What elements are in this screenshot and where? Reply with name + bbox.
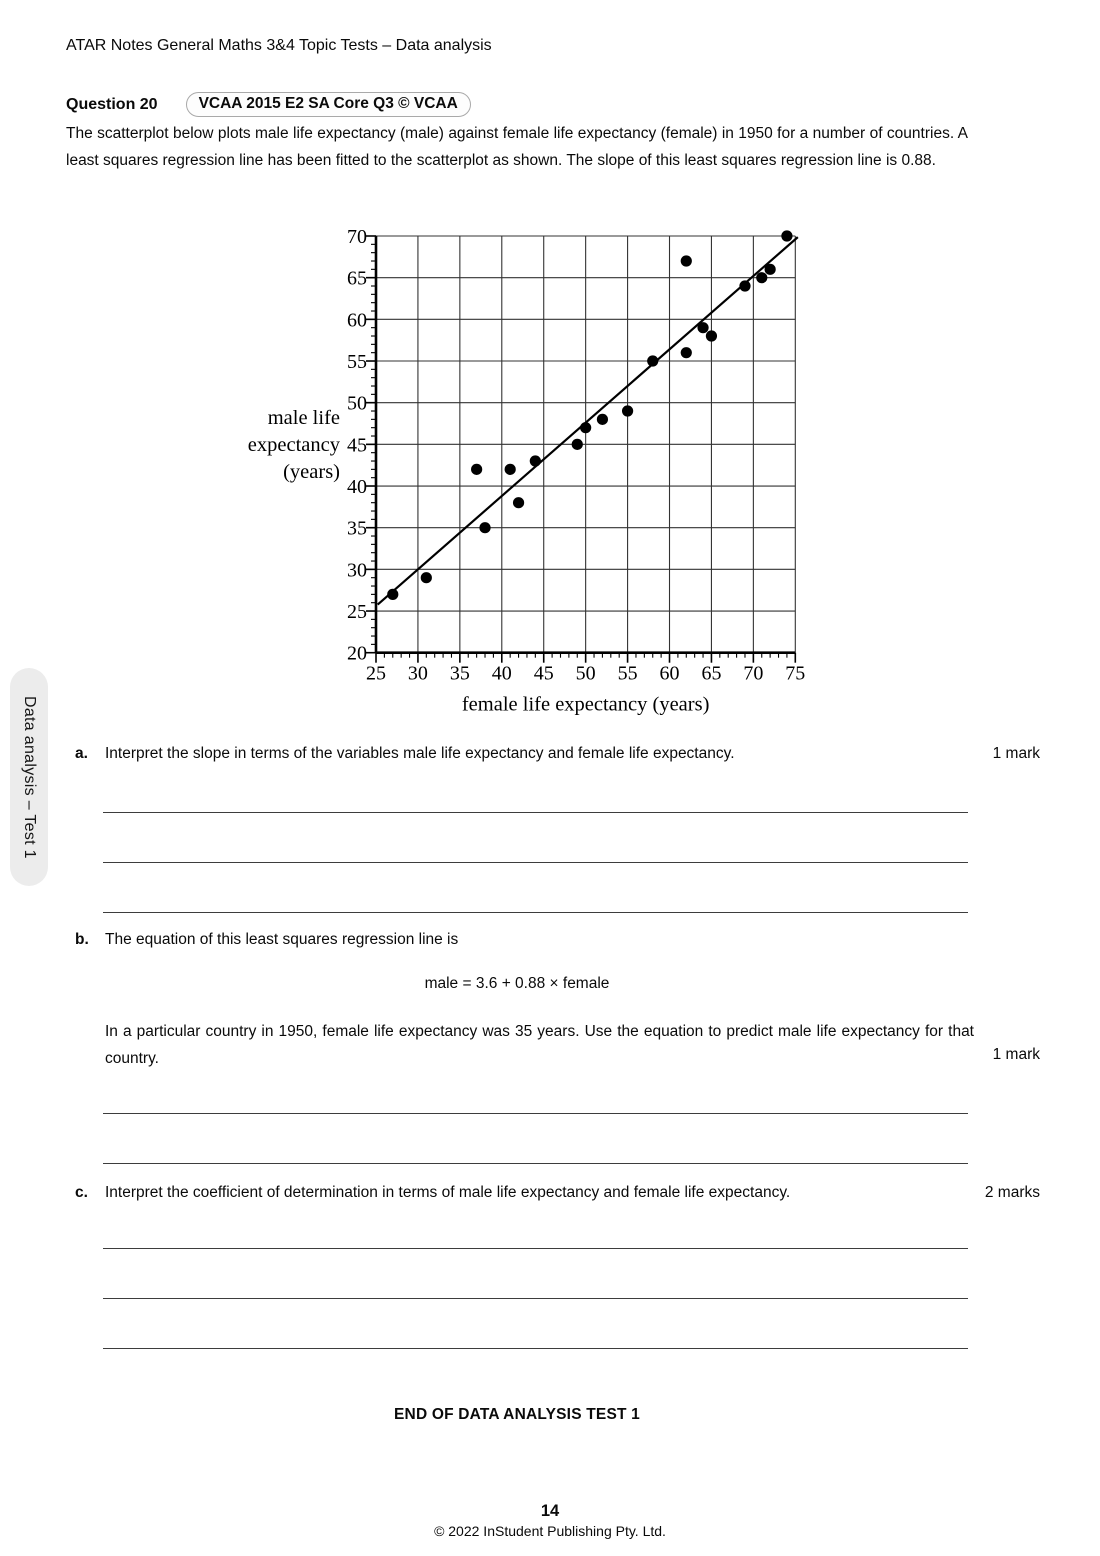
axis-titles bbox=[248, 407, 710, 716]
x-axis-title: female life expectancy (years) bbox=[461, 693, 710, 716]
question-heading bbox=[66, 92, 471, 117]
svg-text:45: 45 bbox=[347, 434, 367, 457]
svg-text:50: 50 bbox=[347, 392, 367, 415]
part-c-label: c. bbox=[75, 1184, 88, 1201]
svg-text:45: 45 bbox=[533, 662, 554, 685]
svg-text:55: 55 bbox=[617, 662, 638, 685]
part-b-text2: In a particular country in 1950, female life expectancy was 35 years. Use the equation to predict male life expectancy for that country. bbox=[105, 1023, 974, 1067]
svg-text:70: 70 bbox=[743, 662, 764, 685]
end-of-test-text: END OF DATA ANALYSIS TEST 1 bbox=[394, 1406, 640, 1423]
section-tab-label: Data analysis – Test 1 bbox=[21, 695, 38, 859]
svg-text:30: 30 bbox=[407, 662, 428, 685]
svg-text:30: 30 bbox=[347, 559, 367, 582]
regression-equation: male = 3.6 + 0.88 × female bbox=[424, 975, 610, 992]
regression-line bbox=[378, 237, 798, 604]
svg-text:60: 60 bbox=[659, 662, 680, 685]
document-header: ATAR Notes General Maths 3&4 Topic Tests – Data analysis bbox=[66, 37, 492, 54]
svg-text:60: 60 bbox=[347, 309, 367, 332]
section-tab bbox=[10, 668, 48, 886]
part-c-answer-lines bbox=[103, 1199, 968, 1349]
answer-line bbox=[103, 1199, 968, 1249]
part-b-label: b. bbox=[75, 931, 89, 948]
part-b-marks: 1 mark bbox=[992, 1046, 1040, 1063]
y-axis-title-line: (years) bbox=[283, 461, 340, 483]
svg-text:40: 40 bbox=[347, 476, 367, 499]
part-a-text: Interpret the slope in terms of the variables male life expectancy and female life expectancy. bbox=[105, 745, 735, 762]
answer-line bbox=[103, 1114, 968, 1164]
answer-line bbox=[103, 1064, 968, 1114]
scatterplot-chart bbox=[240, 218, 840, 718]
question-number: Question 20 bbox=[66, 95, 158, 113]
y-axis-title-line: expectancy bbox=[247, 434, 340, 456]
part-a-answer-lines bbox=[103, 763, 968, 913]
part-b-text: The equation of this least squares regression line is bbox=[105, 931, 459, 948]
copyright-text: © 2022 InStudent Publishing Pty. Ltd. bbox=[434, 1523, 666, 1539]
svg-text:25: 25 bbox=[347, 601, 367, 624]
svg-text:70: 70 bbox=[347, 226, 367, 248]
part-b-answer-lines bbox=[103, 1064, 968, 1164]
y-axis-title-line: male life bbox=[267, 407, 340, 429]
gridlines bbox=[376, 236, 795, 653]
svg-text:40: 40 bbox=[491, 662, 512, 685]
svg-text:50: 50 bbox=[575, 662, 596, 685]
svg-text:25: 25 bbox=[366, 662, 386, 685]
scatterplot-svg bbox=[240, 218, 840, 718]
tick-labels bbox=[347, 226, 805, 685]
page-number: 14 bbox=[540, 1502, 560, 1520]
source-badge: VCAA 2015 E2 SA Core Q3 © VCAA bbox=[186, 92, 471, 117]
part-a-label: a. bbox=[75, 745, 88, 762]
axis-ticks bbox=[366, 236, 795, 663]
svg-text:20: 20 bbox=[347, 642, 367, 665]
svg-text:55: 55 bbox=[347, 351, 367, 374]
part-a-marks: 1 mark bbox=[992, 745, 1040, 762]
question-intro: The scatterplot below plots male life expectancy (male) against female life expectancy (female) in 1950 for a number of countries. A least squares regression line has been fitted to the scatterplot as shown. The slope of this least squares regression line is 0.88. bbox=[66, 125, 968, 169]
part-c-marks: 2 marks bbox=[984, 1184, 1040, 1201]
svg-text:65: 65 bbox=[347, 267, 367, 290]
answer-line bbox=[103, 1299, 968, 1349]
svg-text:35: 35 bbox=[449, 662, 470, 685]
answer-line bbox=[103, 763, 968, 813]
svg-text:35: 35 bbox=[347, 517, 367, 540]
svg-text:65: 65 bbox=[701, 662, 722, 685]
answer-line bbox=[103, 1249, 968, 1299]
answer-line bbox=[103, 863, 968, 913]
part-c-text: Interpret the coefficient of determination in terms of male life expectancy and female life expectancy. bbox=[105, 1184, 791, 1201]
answer-line bbox=[103, 813, 968, 863]
svg-text:75: 75 bbox=[785, 662, 806, 685]
